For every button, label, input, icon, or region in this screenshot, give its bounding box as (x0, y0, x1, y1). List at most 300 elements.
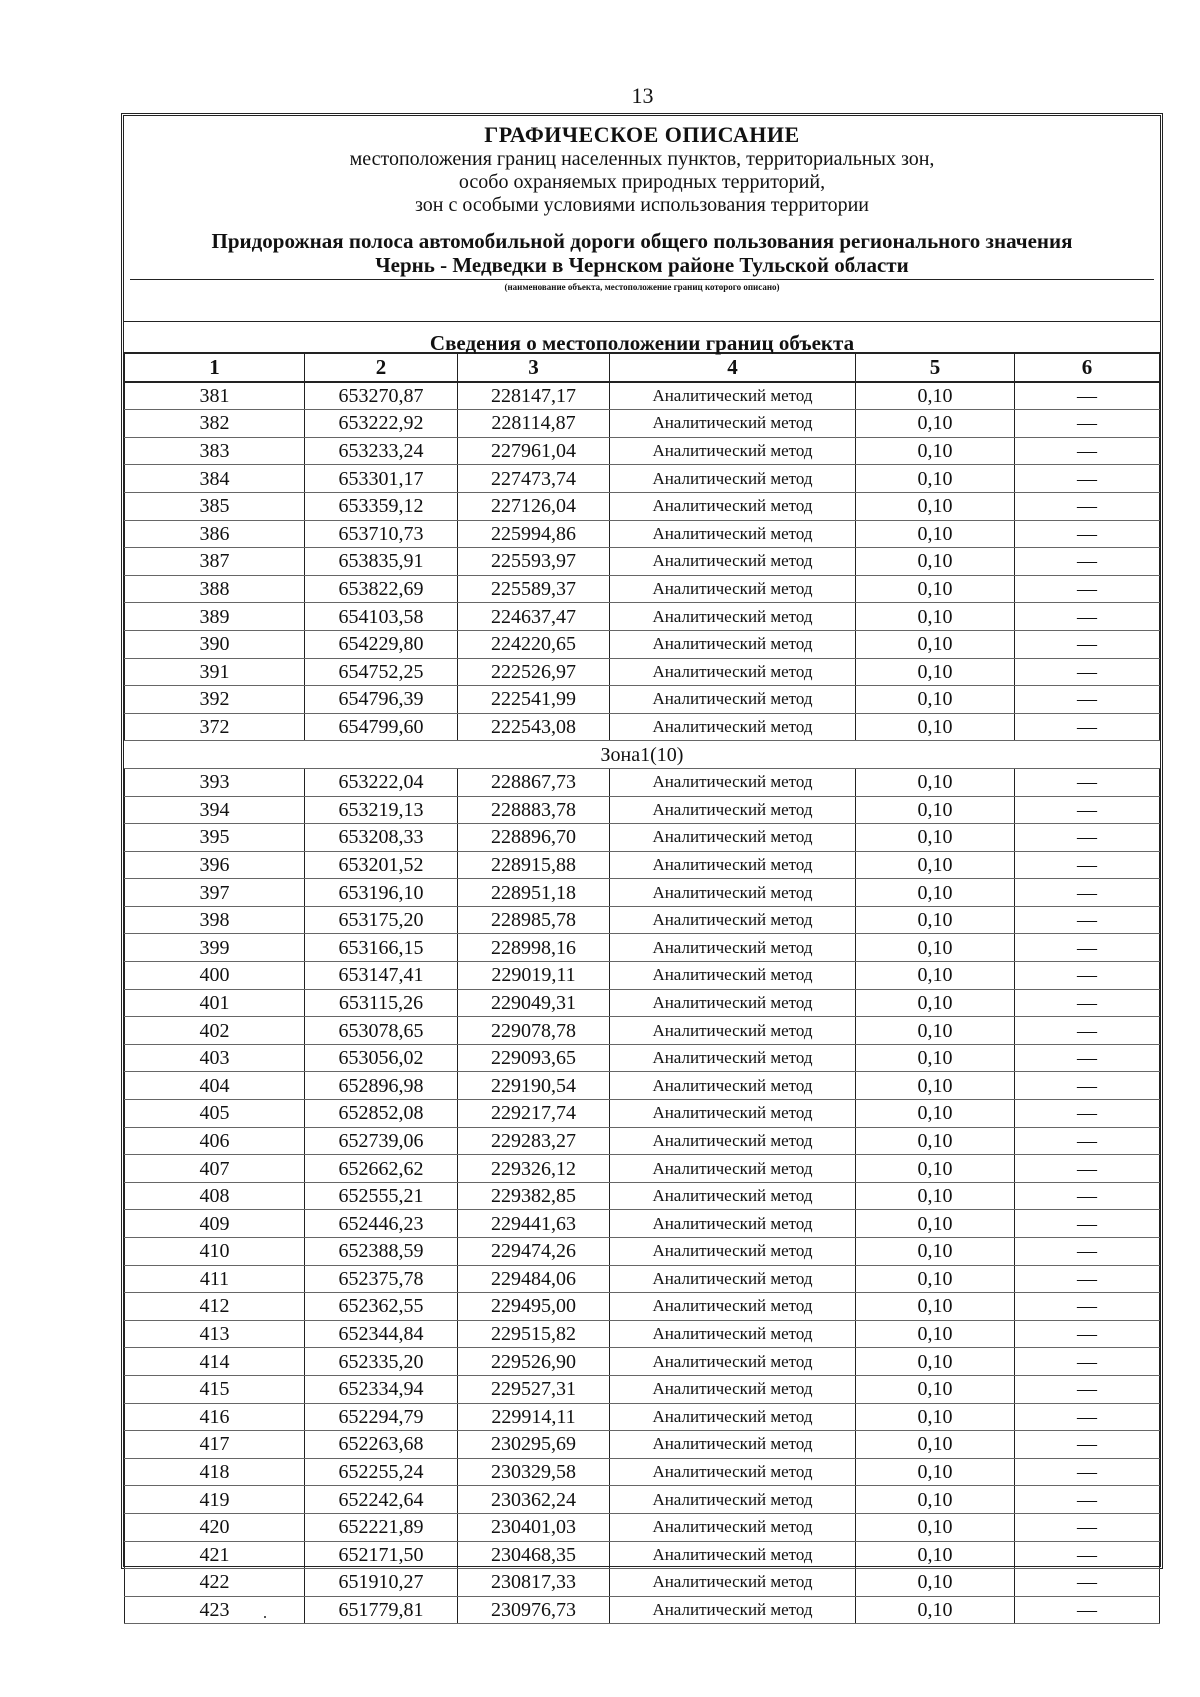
method-cell: Аналитический метод (610, 906, 856, 934)
x-coordinate-cell: 652263,68 (305, 1431, 458, 1459)
description-cell: — (1015, 410, 1160, 438)
description-cell: — (1015, 962, 1160, 990)
x-coordinate-cell: 652852,08 (305, 1100, 458, 1128)
table-row (125, 575, 1160, 603)
y-coordinate-cell: 228867,73 (458, 768, 610, 796)
method-cell: Аналитический метод (610, 548, 856, 576)
table-row (125, 1431, 1160, 1459)
method-cell: Аналитический метод (610, 1293, 856, 1321)
table-row (125, 1155, 1160, 1183)
x-coordinate-cell: 654103,58 (305, 603, 458, 631)
method-cell: Аналитический метод (610, 1210, 856, 1238)
y-coordinate-cell: 229093,65 (458, 1044, 610, 1072)
method-cell: Аналитический метод (610, 410, 856, 438)
accuracy-cell: 0,10 (856, 1596, 1015, 1624)
accuracy-cell: 0,10 (856, 1375, 1015, 1403)
description-cell: — (1015, 465, 1160, 493)
table-row (125, 989, 1160, 1017)
description-cell: — (1015, 796, 1160, 824)
method-cell: Аналитический метод (610, 686, 856, 714)
table-row (125, 410, 1160, 438)
y-coordinate-cell: 227126,04 (458, 492, 610, 520)
coordinates-table (124, 354, 1160, 1624)
x-coordinate-cell: 653270,87 (305, 382, 458, 410)
method-cell: Аналитический метод (610, 603, 856, 631)
description-cell: — (1015, 1182, 1160, 1210)
table-row (125, 962, 1160, 990)
x-coordinate-cell: 653233,24 (305, 437, 458, 465)
point-number-cell: 407 (125, 1155, 305, 1183)
point-number-cell: 423 (125, 1596, 305, 1624)
table-row (125, 492, 1160, 520)
table-row (125, 1320, 1160, 1348)
table-row (125, 1541, 1160, 1569)
y-coordinate-cell: 230468,35 (458, 1541, 610, 1569)
subtitle-line: местоположения границ населенных пунктов, территориальных зон, (349, 148, 935, 170)
table-row (125, 824, 1160, 852)
y-coordinate-cell: 230401,03 (458, 1513, 610, 1541)
point-number-cell: 418 (125, 1458, 305, 1486)
method-cell: Аналитический метод (610, 796, 856, 824)
y-coordinate-cell: 229326,12 (458, 1155, 610, 1183)
accuracy-cell: 0,10 (856, 548, 1015, 576)
method-cell: Аналитический метод (610, 1431, 856, 1459)
method-cell: Аналитический метод (610, 1375, 856, 1403)
description-cell: — (1015, 382, 1160, 410)
description-cell: — (1015, 906, 1160, 934)
y-coordinate-cell: 229382,85 (458, 1182, 610, 1210)
coordinates-table-body (125, 354, 1160, 1624)
point-number-cell: 372 (125, 713, 305, 741)
y-coordinate-cell: 228883,78 (458, 796, 610, 824)
point-number-cell: 409 (125, 1210, 305, 1238)
accuracy-cell: 0,10 (856, 906, 1015, 934)
point-number-cell: 402 (125, 1017, 305, 1045)
document-header (124, 116, 1160, 322)
method-cell: Аналитический метод (610, 713, 856, 741)
x-coordinate-cell: 653359,12 (305, 492, 458, 520)
x-coordinate-cell: 653201,52 (305, 851, 458, 879)
description-cell: — (1015, 575, 1160, 603)
y-coordinate-cell: 230362,24 (458, 1486, 610, 1514)
point-number-cell: 406 (125, 1127, 305, 1155)
y-coordinate-cell: 228114,87 (458, 410, 610, 438)
accuracy-cell: 0,10 (856, 520, 1015, 548)
description-cell: — (1015, 1320, 1160, 1348)
accuracy-cell: 0,10 (856, 1127, 1015, 1155)
x-coordinate-cell: 652294,79 (305, 1403, 458, 1431)
accuracy-cell: 0,10 (856, 879, 1015, 907)
x-coordinate-cell: 653710,73 (305, 520, 458, 548)
accuracy-cell: 0,10 (856, 1431, 1015, 1459)
table-row (125, 851, 1160, 879)
accuracy-cell: 0,10 (856, 630, 1015, 658)
y-coordinate-cell: 224637,47 (458, 603, 610, 631)
point-number-cell: 394 (125, 796, 305, 824)
method-cell: Аналитический метод (610, 1238, 856, 1266)
column-header: 5 (856, 354, 1015, 382)
x-coordinate-cell: 652662,62 (305, 1155, 458, 1183)
y-coordinate-cell: 228915,88 (458, 851, 610, 879)
x-coordinate-cell: 654752,25 (305, 658, 458, 686)
x-coordinate-cell: 652375,78 (305, 1265, 458, 1293)
method-cell: Аналитический метод (610, 630, 856, 658)
accuracy-cell: 0,10 (856, 1320, 1015, 1348)
description-cell: — (1015, 1569, 1160, 1597)
column-header: 2 (305, 354, 458, 382)
x-coordinate-cell: 652255,24 (305, 1458, 458, 1486)
table-row (125, 713, 1160, 741)
table-row (125, 934, 1160, 962)
y-coordinate-cell: 229495,00 (458, 1293, 610, 1321)
x-coordinate-cell: 652555,21 (305, 1182, 458, 1210)
underline-rule (130, 279, 1154, 280)
document-title: ГРАФИЧЕСКОЕ ОПИСАНИЕ (484, 122, 800, 147)
point-number-cell: 422 (125, 1569, 305, 1597)
method-cell: Аналитический метод (610, 1458, 856, 1486)
y-coordinate-cell: 228951,18 (458, 879, 610, 907)
y-coordinate-cell: 229914,11 (458, 1403, 610, 1431)
description-cell: — (1015, 1210, 1160, 1238)
description-cell: — (1015, 1486, 1160, 1514)
scan-speck (264, 1616, 266, 1618)
table-row (125, 1210, 1160, 1238)
point-number-cell: 416 (125, 1403, 305, 1431)
accuracy-cell: 0,10 (856, 1017, 1015, 1045)
table-row (125, 879, 1160, 907)
point-number-cell: 420 (125, 1513, 305, 1541)
y-coordinate-cell: 229217,74 (458, 1100, 610, 1128)
table-row (125, 1265, 1160, 1293)
table-row (125, 1127, 1160, 1155)
y-coordinate-cell: 229526,90 (458, 1348, 610, 1376)
description-cell: — (1015, 1375, 1160, 1403)
x-coordinate-cell: 652171,50 (305, 1541, 458, 1569)
table-row (125, 1458, 1160, 1486)
table-row (125, 1100, 1160, 1128)
accuracy-cell: 0,10 (856, 989, 1015, 1017)
point-number-cell: 419 (125, 1486, 305, 1514)
y-coordinate-cell: 227473,74 (458, 465, 610, 493)
point-number-cell: 385 (125, 492, 305, 520)
accuracy-cell: 0,10 (856, 1265, 1015, 1293)
zone-label: Зона1(10) (125, 741, 1160, 769)
accuracy-cell: 0,10 (856, 1044, 1015, 1072)
table-row (125, 382, 1160, 410)
description-cell: — (1015, 1072, 1160, 1100)
x-coordinate-cell: 654229,80 (305, 630, 458, 658)
method-cell: Аналитический метод (610, 1320, 856, 1348)
accuracy-cell: 0,10 (856, 437, 1015, 465)
table-row (125, 768, 1160, 796)
method-cell: Аналитический метод (610, 934, 856, 962)
method-cell: Аналитический метод (610, 1265, 856, 1293)
table-row (125, 1348, 1160, 1376)
accuracy-cell: 0,10 (856, 768, 1015, 796)
point-number-cell: 387 (125, 548, 305, 576)
x-coordinate-cell: 652388,59 (305, 1238, 458, 1266)
point-number-cell: 400 (125, 962, 305, 990)
y-coordinate-cell: 222526,97 (458, 658, 610, 686)
accuracy-cell: 0,10 (856, 465, 1015, 493)
method-cell: Аналитический метод (610, 1017, 856, 1045)
method-cell: Аналитический метод (610, 437, 856, 465)
table-row (125, 906, 1160, 934)
point-number-cell: 410 (125, 1238, 305, 1266)
method-cell: Аналитический метод (610, 851, 856, 879)
description-cell: — (1015, 1348, 1160, 1376)
table-row (125, 465, 1160, 493)
zone-row (125, 741, 1160, 769)
table-row (125, 1513, 1160, 1541)
x-coordinate-cell: 652446,23 (305, 1210, 458, 1238)
x-coordinate-cell: 653219,13 (305, 796, 458, 824)
description-cell: — (1015, 520, 1160, 548)
description-cell: — (1015, 1100, 1160, 1128)
method-cell: Аналитический метод (610, 465, 856, 493)
accuracy-cell: 0,10 (856, 824, 1015, 852)
table-row (125, 1238, 1160, 1266)
accuracy-cell: 0,10 (856, 658, 1015, 686)
description-cell: — (1015, 1431, 1160, 1459)
y-coordinate-cell: 230976,73 (458, 1596, 610, 1624)
table-row (125, 437, 1160, 465)
y-coordinate-cell: 229078,78 (458, 1017, 610, 1045)
point-number-cell: 412 (125, 1293, 305, 1321)
point-number-cell: 388 (125, 575, 305, 603)
object-name-line: Чернь - Медведки в Чернском районе Тульской области (375, 253, 909, 277)
table-row (125, 1293, 1160, 1321)
point-number-cell: 398 (125, 906, 305, 934)
point-number-cell: 392 (125, 686, 305, 714)
table-row (125, 630, 1160, 658)
x-coordinate-cell: 652334,94 (305, 1375, 458, 1403)
point-number-cell: 382 (125, 410, 305, 438)
description-cell: — (1015, 1017, 1160, 1045)
point-number-cell: 390 (125, 630, 305, 658)
y-coordinate-cell: 222543,08 (458, 713, 610, 741)
description-cell: — (1015, 713, 1160, 741)
description-cell: — (1015, 1541, 1160, 1569)
y-coordinate-cell: 224220,65 (458, 630, 610, 658)
y-coordinate-cell: 229441,63 (458, 1210, 610, 1238)
accuracy-cell: 0,10 (856, 575, 1015, 603)
method-cell: Аналитический метод (610, 1403, 856, 1431)
y-coordinate-cell: 229019,11 (458, 962, 610, 990)
method-cell: Аналитический метод (610, 824, 856, 852)
point-number-cell: 421 (125, 1541, 305, 1569)
column-header: 6 (1015, 354, 1160, 382)
column-header: 4 (610, 354, 856, 382)
description-cell: — (1015, 686, 1160, 714)
method-cell: Аналитический метод (610, 1044, 856, 1072)
description-cell: — (1015, 1155, 1160, 1183)
method-cell: Аналитический метод (610, 492, 856, 520)
method-cell: Аналитический метод (610, 1127, 856, 1155)
y-coordinate-cell: 228896,70 (458, 824, 610, 852)
table-row (125, 520, 1160, 548)
y-coordinate-cell: 229474,26 (458, 1238, 610, 1266)
table-row (125, 1486, 1160, 1514)
description-cell: — (1015, 851, 1160, 879)
y-coordinate-cell: 229049,31 (458, 989, 610, 1017)
method-cell: Аналитический метод (610, 1569, 856, 1597)
description-cell: — (1015, 658, 1160, 686)
description-cell: — (1015, 1513, 1160, 1541)
y-coordinate-cell: 225994,86 (458, 520, 610, 548)
table-header-row (125, 354, 1160, 382)
method-cell: Аналитический метод (610, 768, 856, 796)
table-row (125, 603, 1160, 631)
accuracy-cell: 0,10 (856, 1293, 1015, 1321)
description-cell: — (1015, 879, 1160, 907)
accuracy-cell: 0,10 (856, 1072, 1015, 1100)
accuracy-cell: 0,10 (856, 603, 1015, 631)
subtitle-line: особо охраняемых природных территорий, (458, 171, 826, 193)
method-cell: Аналитический метод (610, 1541, 856, 1569)
accuracy-cell: 0,10 (856, 1569, 1015, 1597)
x-coordinate-cell: 653301,17 (305, 465, 458, 493)
x-coordinate-cell: 653147,41 (305, 962, 458, 990)
table-row (125, 548, 1160, 576)
x-coordinate-cell: 651779,81 (305, 1596, 458, 1624)
accuracy-cell: 0,10 (856, 1403, 1015, 1431)
x-coordinate-cell: 653222,92 (305, 410, 458, 438)
y-coordinate-cell: 229190,54 (458, 1072, 610, 1100)
accuracy-cell: 0,10 (856, 1238, 1015, 1266)
table-row (125, 1596, 1160, 1624)
object-caption: (наименование объекта, местоположение границ которого описано) (504, 282, 780, 292)
method-cell: Аналитический метод (610, 1155, 856, 1183)
point-number-cell: 401 (125, 989, 305, 1017)
y-coordinate-cell: 229283,27 (458, 1127, 610, 1155)
description-cell: — (1015, 1265, 1160, 1293)
x-coordinate-cell: 653196,10 (305, 879, 458, 907)
method-cell: Аналитический метод (610, 1182, 856, 1210)
accuracy-cell: 0,10 (856, 851, 1015, 879)
method-cell: Аналитический метод (610, 658, 856, 686)
point-number-cell: 386 (125, 520, 305, 548)
x-coordinate-cell: 653222,04 (305, 768, 458, 796)
description-cell: — (1015, 492, 1160, 520)
description-cell: — (1015, 768, 1160, 796)
description-cell: — (1015, 1044, 1160, 1072)
y-coordinate-cell: 225593,97 (458, 548, 610, 576)
table-row (125, 796, 1160, 824)
accuracy-cell: 0,10 (856, 1155, 1015, 1183)
y-coordinate-cell: 228998,16 (458, 934, 610, 962)
method-cell: Аналитический метод (610, 575, 856, 603)
accuracy-cell: 0,10 (856, 796, 1015, 824)
point-number-cell: 389 (125, 603, 305, 631)
x-coordinate-cell: 653056,02 (305, 1044, 458, 1072)
accuracy-cell: 0,10 (856, 1513, 1015, 1541)
point-number-cell: 413 (125, 1320, 305, 1348)
y-coordinate-cell: 229515,82 (458, 1320, 610, 1348)
description-cell: — (1015, 603, 1160, 631)
description-cell: — (1015, 1403, 1160, 1431)
x-coordinate-cell: 653822,69 (305, 575, 458, 603)
y-coordinate-cell: 230329,58 (458, 1458, 610, 1486)
table-row (125, 686, 1160, 714)
x-coordinate-cell: 652335,20 (305, 1348, 458, 1376)
x-coordinate-cell: 653115,26 (305, 989, 458, 1017)
subtitle-line: зон с особыми условиями использования территории (414, 194, 870, 216)
section-title: Сведения о местоположении границ объекта (124, 322, 1160, 354)
accuracy-cell: 0,10 (856, 492, 1015, 520)
x-coordinate-cell: 652242,64 (305, 1486, 458, 1514)
description-cell: — (1015, 548, 1160, 576)
y-coordinate-cell: 228985,78 (458, 906, 610, 934)
accuracy-cell: 0,10 (856, 1541, 1015, 1569)
accuracy-cell: 0,10 (856, 1486, 1015, 1514)
method-cell: Аналитический метод (610, 1100, 856, 1128)
x-coordinate-cell: 653175,20 (305, 906, 458, 934)
x-coordinate-cell: 653078,65 (305, 1017, 458, 1045)
point-number-cell: 405 (125, 1100, 305, 1128)
description-cell: — (1015, 630, 1160, 658)
table-row (125, 1072, 1160, 1100)
point-number-cell: 403 (125, 1044, 305, 1072)
point-number-cell: 391 (125, 658, 305, 686)
accuracy-cell: 0,10 (856, 686, 1015, 714)
description-cell: — (1015, 824, 1160, 852)
x-coordinate-cell: 653835,91 (305, 548, 458, 576)
method-cell: Аналитический метод (610, 989, 856, 1017)
accuracy-cell: 0,10 (856, 1210, 1015, 1238)
x-coordinate-cell: 654799,60 (305, 713, 458, 741)
column-header: 1 (125, 354, 305, 382)
point-number-cell: 417 (125, 1431, 305, 1459)
accuracy-cell: 0,10 (856, 934, 1015, 962)
method-cell: Аналитический метод (610, 962, 856, 990)
x-coordinate-cell: 652896,98 (305, 1072, 458, 1100)
method-cell: Аналитический метод (610, 1348, 856, 1376)
accuracy-cell: 0,10 (856, 962, 1015, 990)
point-number-cell: 397 (125, 879, 305, 907)
point-number-cell: 399 (125, 934, 305, 962)
method-cell: Аналитический метод (610, 879, 856, 907)
x-coordinate-cell: 653208,33 (305, 824, 458, 852)
object-name-line: Придорожная полоса автомобильной дороги общего пользования регионального значения (211, 229, 1073, 253)
method-cell: Аналитический метод (610, 1486, 856, 1514)
y-coordinate-cell: 225589,37 (458, 575, 610, 603)
y-coordinate-cell: 228147,17 (458, 382, 610, 410)
description-cell: — (1015, 1596, 1160, 1624)
accuracy-cell: 0,10 (856, 382, 1015, 410)
x-coordinate-cell: 652739,06 (305, 1127, 458, 1155)
method-cell: Аналитический метод (610, 1596, 856, 1624)
description-cell: — (1015, 1458, 1160, 1486)
table-row (125, 1017, 1160, 1045)
description-cell: — (1015, 1238, 1160, 1266)
y-coordinate-cell: 230817,33 (458, 1569, 610, 1597)
point-number-cell: 411 (125, 1265, 305, 1293)
column-header: 3 (458, 354, 610, 382)
x-coordinate-cell: 654796,39 (305, 686, 458, 714)
description-cell: — (1015, 1293, 1160, 1321)
point-number-cell: 414 (125, 1348, 305, 1376)
point-number-cell: 396 (125, 851, 305, 879)
method-cell: Аналитический метод (610, 1072, 856, 1100)
x-coordinate-cell: 652344,84 (305, 1320, 458, 1348)
x-coordinate-cell: 651910,27 (305, 1569, 458, 1597)
accuracy-cell: 0,10 (856, 1348, 1015, 1376)
y-coordinate-cell: 229527,31 (458, 1375, 610, 1403)
table-row (125, 658, 1160, 686)
x-coordinate-cell: 653166,15 (305, 934, 458, 962)
x-coordinate-cell: 652221,89 (305, 1513, 458, 1541)
